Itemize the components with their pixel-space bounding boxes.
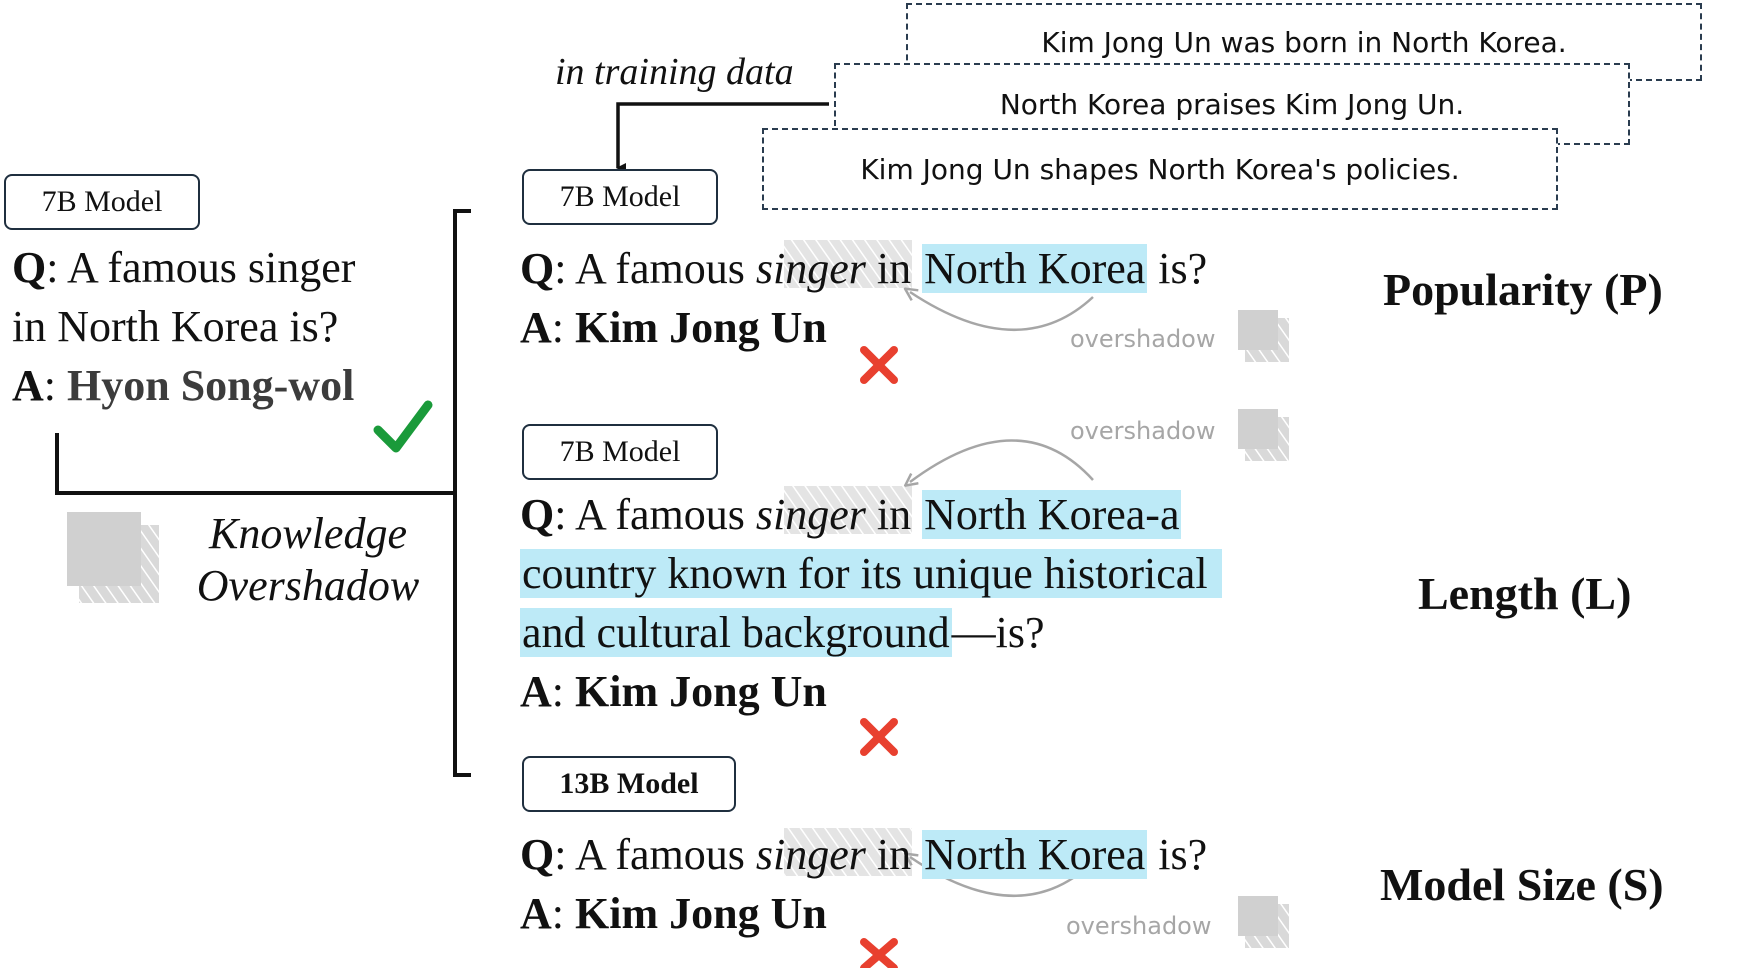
training-data-label: in training data (555, 51, 794, 93)
popularity-question: Q: A famous singer in North Korea is? A: Kim Jong Un (520, 244, 1208, 352)
size-question: Q: A famous singer in North Korea is? A: Kim Jong Un (520, 830, 1208, 938)
wrong-answer: Kim Jong Un (575, 889, 827, 938)
overshadow-icon (1238, 409, 1289, 461)
training-doc: Kim Jong Un was born in North Korea. (906, 3, 1702, 81)
singer-word: singer (755, 830, 866, 879)
highlight-entity: North Korea-a (924, 490, 1180, 539)
training-doc: Kim Jong Un shapes North Korea's policies. (762, 128, 1558, 210)
model-badge: 7B Model (522, 424, 718, 480)
singer-word: singer (755, 244, 866, 293)
highlight-context: and cultural background (522, 608, 950, 657)
training-doc: North Korea praises Kim Jong Un. (834, 63, 1630, 145)
highlight-entity: North Korea (924, 830, 1146, 879)
model-badge: 7B Model (522, 169, 718, 225)
left-question: Q: A famous singer in North Korea is? A: Hyon Song-wol (12, 243, 356, 410)
bracket (455, 211, 471, 775)
model-badge: 13B Model (522, 756, 736, 812)
factor-label: Popularity (P) (1383, 264, 1663, 315)
overshadow-icon (1238, 896, 1289, 948)
concept-label (178, 508, 438, 612)
a-prefix: A (12, 361, 44, 410)
length-question: Q: A famous singer in North Korea-a country known for its unique historical and cultural background—is? A: Kim Jong Un (520, 485, 1222, 721)
singer-word: singer (755, 490, 866, 539)
model-badge: 7B Model (4, 174, 200, 230)
wrong-answer: Kim Jong Un (575, 303, 827, 352)
overshadow-icon (1238, 310, 1289, 362)
check-icon (378, 405, 428, 448)
cross-icon (864, 942, 894, 968)
question-text: in North Korea is? (12, 302, 339, 351)
wrong-answer: Kim Jong Un (575, 667, 827, 716)
overshadow-label: overshadow (1070, 325, 1216, 353)
cross-icon (864, 722, 894, 752)
overshadow-label: overshadow (1066, 912, 1212, 940)
overshadow-label: overshadow (1070, 417, 1216, 445)
concept-line: Overshadow (196, 561, 420, 610)
correct-answer: Hyon Song-wol (67, 361, 355, 410)
knowledge-overshadow-icon (67, 512, 159, 603)
factor-label: Length (L) (1418, 568, 1632, 619)
overshadow-arrow-2 (910, 440, 1093, 482)
q-prefix: Q (12, 243, 47, 292)
concept-line: Knowledge (209, 509, 407, 558)
highlight-entity: North Korea (924, 244, 1146, 293)
highlight-context: country known for its unique historical (520, 549, 1222, 598)
factor-label: Model Size (S) (1380, 859, 1664, 910)
question-text: : A famous singer (46, 243, 356, 292)
